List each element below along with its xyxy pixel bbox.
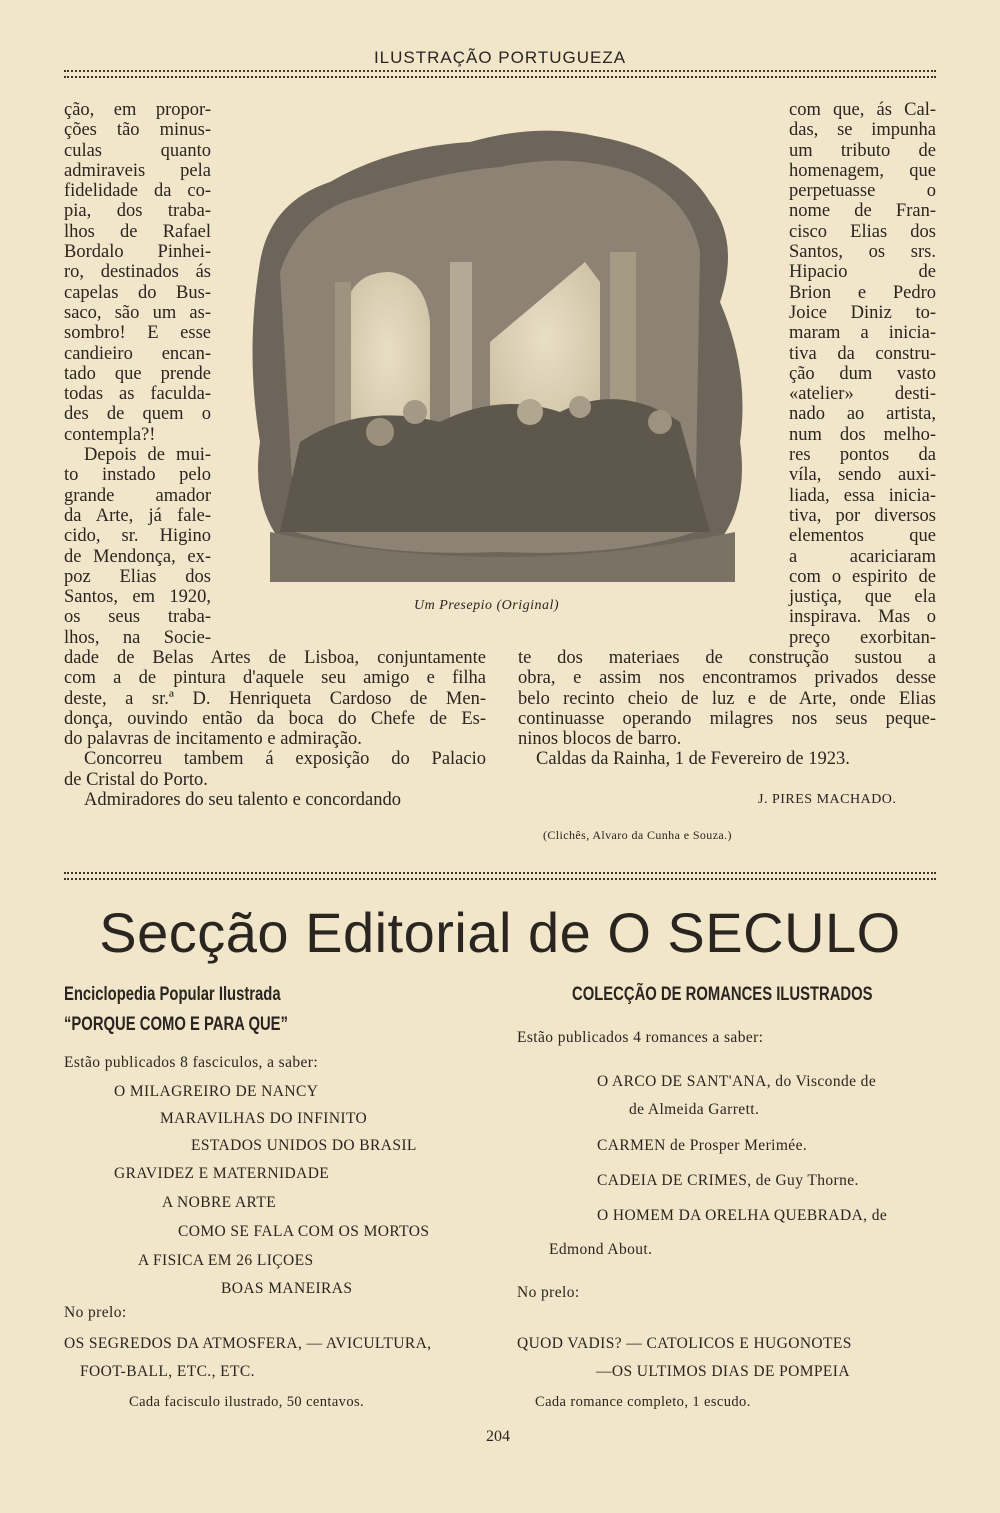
article-text-line: Hipacio de xyxy=(789,262,936,283)
novels-intro: Estão publicados 4 romances a saber: xyxy=(517,1029,764,1046)
article-text-line: deste, a sr.ª D. Henriqueta Cardoso de Men- xyxy=(64,688,486,709)
in-press-label: No prelo: xyxy=(517,1284,580,1301)
article-text-line: tado que prende xyxy=(64,363,211,384)
article-left-column xyxy=(64,100,211,648)
author-signature: J. PIRES MACHADO. xyxy=(758,792,897,807)
article-text-line: inspirava. Mas o xyxy=(789,607,936,628)
article-text-line: capelas do Bus- xyxy=(64,282,211,303)
article-text-line: fidelidade da co- xyxy=(64,181,211,202)
article-text-line: todas as faculda- xyxy=(64,384,211,405)
article-text-line: contempla?! xyxy=(64,424,156,445)
article-text-line: ções tão minus- xyxy=(64,120,211,141)
article-text-line: os seus traba- xyxy=(64,607,211,628)
middle-divider xyxy=(64,872,936,880)
article-text-line: donça, ouvindo então da boca do Chefe de Es- xyxy=(64,708,486,729)
advert-title: Secção Editorial de O SECULO xyxy=(99,901,901,964)
in-press-list: QUOD VADIS? — CATOLICOS E HUGONOTES xyxy=(517,1335,852,1352)
novel-price: Cada romance completo, 1 escudo. xyxy=(535,1394,751,1410)
novel-item: de Almeida Garrett. xyxy=(629,1101,760,1118)
top-divider xyxy=(64,70,936,78)
article-text-line: «atelier» desti- xyxy=(789,384,936,405)
article-text-line: Santos, em 1920, xyxy=(64,587,211,608)
article-text-line: Bordalo Pinhei- xyxy=(64,242,211,263)
article-text-line: culas quanto xyxy=(64,140,211,161)
article-text-line: com a de pintura d'aquele seu amigo e filha xyxy=(64,668,486,689)
in-press-list: FOOT-BALL, ETC., ETC. xyxy=(80,1363,255,1380)
running-header: ILUSTRAÇÃO PORTUGUEZA xyxy=(373,48,627,67)
article-text-line: tiva da constru- xyxy=(789,343,936,364)
article-text-line: ção dum vasto xyxy=(789,363,936,384)
article-text-line: grande amador xyxy=(64,485,211,506)
encyclopedia-heading: Enciclopedia Popular Ilustrada xyxy=(64,984,281,1005)
encyclopedia-intro: Estão publicados 8 fasciculos, a saber: xyxy=(64,1054,319,1071)
article-text-line: preço exorbitan- xyxy=(789,627,936,648)
article-text-line: Joice Diniz to- xyxy=(789,302,936,323)
article-text-line: belo recinto cheio de luz e de Arte, onde Elias xyxy=(518,688,936,709)
article-text-line: justiça, que ela xyxy=(789,587,936,608)
article-text-line: nome de Fran- xyxy=(789,201,936,222)
fascicle-item: O MILAGREIRO DE NANCY xyxy=(114,1083,319,1100)
article-text-line: com o espirito de xyxy=(789,566,936,587)
fascicle-item: COMO SE FALA COM OS MORTOS xyxy=(178,1223,430,1240)
article-text-line: cido, sr. Higino xyxy=(64,526,211,547)
article-text-line: Caldas da Rainha, 1 de Fevereiro de 1923. xyxy=(536,749,850,770)
article-text-line: to instado pelo xyxy=(64,465,211,486)
article-text-line: nado ao artista, xyxy=(789,404,936,425)
article-text-line: dade de Belas Artes de Lisboa, conjuntamente xyxy=(64,648,486,668)
article-text-line: lhos de Rafael xyxy=(64,221,211,242)
in-press-list: —OS ULTIMOS DIAS DE POMPEIA xyxy=(596,1363,850,1380)
encyclopedia-subtitle: “PORQUE COMO E PARA QUE” xyxy=(64,1014,288,1035)
novel-item: CADEIA DE CRIMES, de Guy Thorne. xyxy=(597,1172,859,1189)
article-text-line: pia, dos traba- xyxy=(64,201,211,222)
article-text-line: um tributo de xyxy=(789,140,936,161)
article-text-line: liada, essa inicia- xyxy=(789,485,936,506)
article-text-line: homenagem, que xyxy=(789,160,936,181)
nativity-scene-photo xyxy=(240,112,768,590)
in-press-list: OS SEGREDOS DA ATMOSFERA, — AVICULTURA, xyxy=(64,1335,432,1352)
novel-item: O ARCO DE SANT'ANA, do Visconde de xyxy=(597,1073,877,1090)
article-text-line: te dos materiaes de construção sustou a xyxy=(518,648,936,668)
article-text-line: continuasse operando milagres nos seus peque- xyxy=(518,708,936,729)
article-text-line: Brion e Pedro xyxy=(789,282,936,303)
article-text-line: de Cristal do Porto. xyxy=(64,769,208,790)
article-text-line: maram a inicia- xyxy=(789,323,936,344)
article-text-line: lhos, na Socie- xyxy=(64,627,211,648)
article-text-line: Concorreu tambem á exposição do Palacio xyxy=(84,749,486,770)
photo-caption: Um Presepio (Original) xyxy=(414,598,560,613)
fascicle-price: Cada facisculo ilustrado, 50 centavos. xyxy=(129,1394,365,1410)
article-text-line: poz Elias dos xyxy=(64,566,211,587)
novel-item: Edmond About. xyxy=(549,1241,653,1258)
article-text-line: elementos que xyxy=(789,526,936,547)
article-text-line: Admiradores do seu talento e concordando xyxy=(84,790,401,811)
article-text-line: a acariciaram xyxy=(789,546,936,567)
fascicle-item: BOAS MANEIRAS xyxy=(221,1280,353,1297)
article-text-line: com que, ás Cal- xyxy=(789,100,936,120)
fascicle-item: ESTADOS UNIDOS DO BRASIL xyxy=(191,1137,417,1154)
article-text-line: Depois de mui- xyxy=(84,445,211,466)
article-text-line: das, se impunha xyxy=(789,120,936,141)
article-text-line: admiraveis pela xyxy=(64,160,211,181)
article-left-lower xyxy=(64,648,486,810)
article-text-line: obra, e assim nos encontramos privados desse xyxy=(518,668,936,689)
novel-item: O HOMEM DA ORELHA QUEBRADA, de xyxy=(597,1207,888,1224)
article-text-line: ro, destinados ás xyxy=(64,262,211,283)
article-text-line: da Arte, já fale- xyxy=(64,505,211,526)
article-text-line: candieiro encan- xyxy=(64,343,211,364)
article-text-line: saco, são um as- xyxy=(64,302,211,323)
article-text-line: de Mendonça, ex- xyxy=(64,546,211,567)
novels-heading: COLECÇÃO DE ROMANCES ILUSTRADOS xyxy=(572,984,873,1005)
article-right-column xyxy=(789,100,936,648)
article-text-line: cisco Elias dos xyxy=(789,221,936,242)
article-text-line: do palavras de incitamento e admiração. xyxy=(64,729,362,750)
in-press-label: No prelo: xyxy=(64,1304,127,1321)
article-text-line: víla, sendo auxi- xyxy=(789,465,936,486)
article-text-line: tiva, por diversos xyxy=(789,505,936,526)
fascicle-item: MARAVILHAS DO INFINITO xyxy=(160,1110,368,1127)
article-text-line: sombro! E esse xyxy=(64,323,211,344)
article-text-line: res pontos da xyxy=(789,445,936,466)
article-text-line: Santos, os srs. xyxy=(789,242,936,263)
fascicle-item: A NOBRE ARTE xyxy=(162,1194,277,1211)
novel-item: CARMEN de Prosper Merimée. xyxy=(597,1137,808,1154)
photo-credits: (Clichês, Alvaro da Cunha e Souza.) xyxy=(543,828,732,842)
fascicle-item: GRAVIDEZ E MATERNIDADE xyxy=(114,1165,330,1182)
fascicle-item: A FISICA EM 26 LIÇOES xyxy=(138,1252,314,1269)
article-text-line: num dos melho- xyxy=(789,424,936,445)
article-right-lower xyxy=(518,648,936,770)
article-text-line: perpetuasse o xyxy=(789,181,936,202)
page-number: 204 xyxy=(486,1428,510,1445)
article-text-line: ninos blocos de barro. xyxy=(518,729,682,750)
article-text-line: ção, em propor- xyxy=(64,100,211,120)
article-text-line: des de quem o xyxy=(64,404,211,425)
